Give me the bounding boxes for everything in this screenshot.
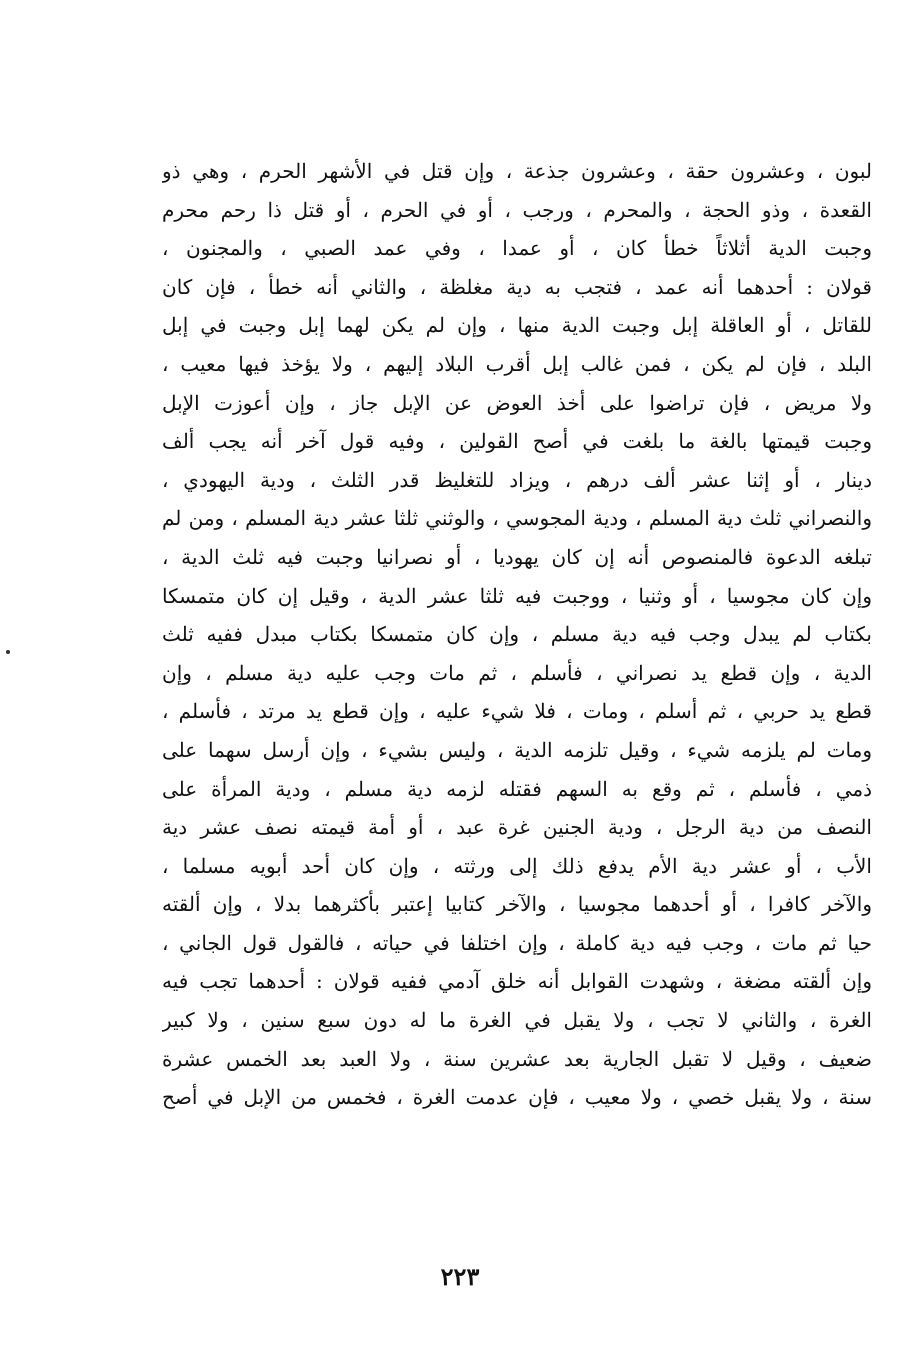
text-line: الغرة ، والثاني لا تجب ، ولا يقبل في الغرة ما له دون سبع سنين ، ولا كبير <box>162 1008 872 1033</box>
text-line: والآخر كافرا ، أو أحدهما مجوسيا ، والآخر كتابيا إعتبر بأكثرهما بدلا ، وإن ألقته <box>162 892 872 917</box>
scan-speck <box>6 650 10 654</box>
text-line: ومات لم يلزمه شيء ، وقيل تلزمه الدية ، وليس بشيء ، وإن أرسل سهما على <box>162 737 872 762</box>
text-line: بكتاب لم يبدل وجب فيه دية مسلم ، وإن كان متمسكا بكتاب مبدل ففيه ثلث <box>162 622 872 647</box>
body-text <box>162 152 872 1117</box>
text-line: والنصراني ثلث دية المسلم ، ودية المجوسي ، والوثني ثلثا عشر دية المسلم ، ومن لم <box>162 506 872 531</box>
text-line: وإن ألقته مضغة ، وشهدت القوابل أنه خلق آدمي ففيه قولان : أحدهما تجب فيه <box>162 969 872 994</box>
page-number: ٢٢٣ <box>440 1262 480 1291</box>
text-line: للقاتل ، أو العاقلة إبل وجبت الدية منها ، وإن لم يكن لهما إبل وجبت في إبل <box>162 313 872 338</box>
text-line: قولان : أحدهما أنه عمد ، فتجب به دية مغلظة ، والثاني أنه خطأ ، فإن كان <box>162 274 872 299</box>
text-line: البلد ، فإن لم يكن ، فمن غالب إبل أقرب البلاد إليهم ، ولا يؤخذ فيها معيب ، <box>162 351 872 376</box>
text-line: الدية ، وإن قطع يد نصراني ، فأسلم ، ثم مات وجب عليه دية مسلم ، وإن <box>162 660 872 685</box>
text-line: ولا مريض ، فإن تراضوا على أخذ العوض عن الإبل جاز ، وإن أعوزت الإبل <box>162 390 872 415</box>
text-line: قطع يد حربي ، ثم أسلم ، ومات ، فلا شيء عليه ، وإن قطع يد مرتد ، فأسلم ، <box>162 699 872 724</box>
text-line: وجبت الدية أثلاثاً خطأ كان ، أو عمدا ، وفي عمد الصبي ، والمجنون ، <box>162 236 872 261</box>
text-line: سنة ، ولا يقبل خصي ، ولا معيب ، فإن عدمت الغرة ، فخمس من الإبل في أصح <box>162 1085 872 1110</box>
text-line: حيا ثم مات ، وجب فيه دية كاملة ، وإن اختلفا في حياته ، فالقول قول الجاني ، <box>162 930 872 955</box>
text-line: ذمي ، فأسلم ، ثم وقع به السهم فقتله لزمه دية مسلم ، ودية المرأة على <box>162 776 872 801</box>
text-line: وجبت قيمتها بالغة ما بلغت في أصح القولين ، وفيه قول آخر أنه يجب ألف <box>162 429 872 454</box>
text-line: النصف من دية الرجل ، ودية الجنين غرة عبد ، أو أمة قيمته نصف عشر دية <box>162 815 872 840</box>
text-line: لبون ، وعشرون حقة ، وعشرون جذعة ، وإن قتل في الأشهر الحرم ، وهي ذو <box>162 159 872 183</box>
text-line: القعدة ، وذو الحجة ، والمحرم ، ورجب ، أو في الحرم ، أو قتل ذا رحم محرم <box>162 197 872 222</box>
text-line: الأب ، أو عشر دية الأم يدفع ذلك إلى ورثته ، وإن كان أحد أبويه مسلما ، <box>162 853 872 878</box>
text-line: وإن كان مجوسيا ، أو وثنيا ، ووجبت فيه ثلثا عشر الدية ، وقيل إن كان متمسكا <box>162 583 872 608</box>
text-line: ضعيف ، وقيل لا تقبل الجارية بعد عشرين سنة ، ولا العبد بعد الخمس عشرة <box>162 1046 872 1071</box>
text-line: تبلغه الدعوة فالمنصوص أنه إن كان يهوديا ، أو نصرانيا وجبت فيه ثلث الدية ، <box>162 544 872 569</box>
text-line: دينار ، أو إثنا عشر ألف درهم ، ويزاد للتغليظ قدر الثلث ، ودية اليهودي ، <box>162 467 872 492</box>
